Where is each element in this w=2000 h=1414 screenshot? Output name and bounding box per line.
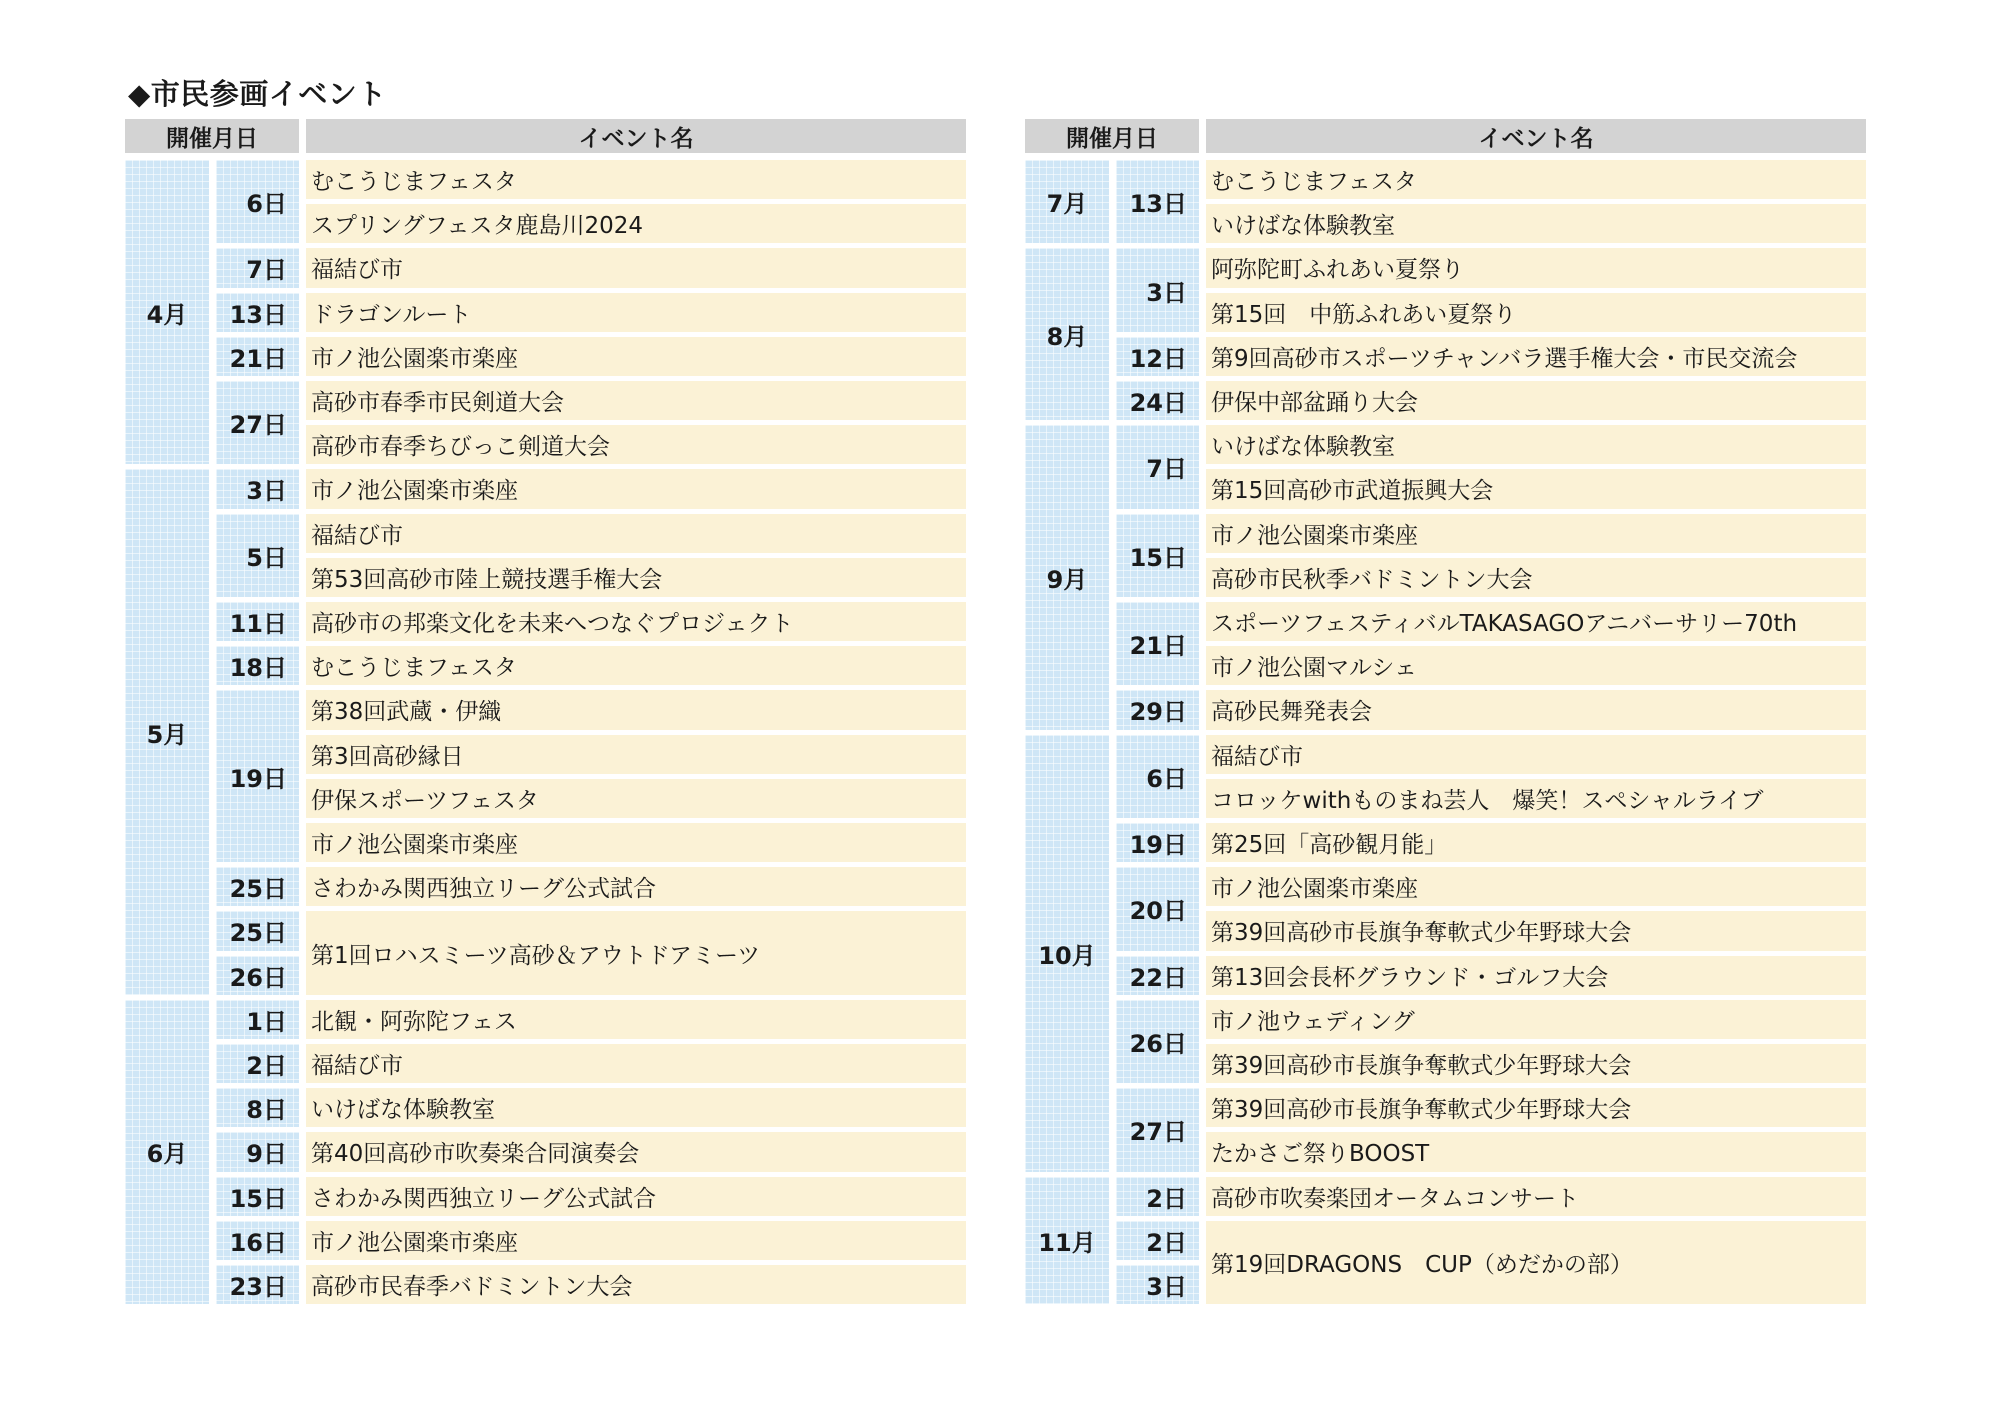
day-cell: 26日 (1116, 1000, 1199, 1083)
day-cell: 7日 (1116, 425, 1199, 508)
day-cell: 6日 (216, 160, 299, 243)
day-cell: 20日 (1116, 867, 1199, 950)
event-cell: 高砂市の邦楽文化を未来へつなぐプロジェクト (306, 602, 966, 641)
day-cell: 18日 (216, 646, 299, 685)
day-cell: 9日 (216, 1132, 299, 1171)
day-cell: 1日 (216, 1000, 299, 1039)
event-cell: 第13回会長杯グラウンド・ゴルフ大会 (1206, 956, 1866, 995)
event-cell: 福結び市 (306, 1044, 966, 1083)
event-cell: 伊保スポーツフェスタ (306, 779, 966, 818)
day-cell: 29日 (1116, 690, 1199, 729)
event-cell: たかさご祭りBOOST (1206, 1132, 1866, 1171)
event-cell: ドラゴンルート (306, 293, 966, 332)
event-cell: 第19回DRAGONS CUP（めだかの部） (1206, 1221, 1866, 1304)
day-cell: 21日 (1116, 602, 1199, 685)
event-cell: 福結び市 (306, 248, 966, 287)
event-cell: 市ノ池公園楽市楽座 (306, 1221, 966, 1260)
event-cell: 第15回 中筋ふれあい夏祭り (1206, 293, 1866, 332)
event-cell: 伊保中部盆踊り大会 (1206, 381, 1866, 420)
event-cell: 市ノ池公園楽市楽座 (306, 337, 966, 376)
day-cell: 12日 (1116, 337, 1199, 376)
day-cell: 2日 (216, 1044, 299, 1083)
month-cell: 11月 (1025, 1177, 1109, 1305)
day-cell: 6日 (1116, 735, 1199, 818)
day-cell: 19日 (1116, 823, 1199, 862)
page-title: ◆市民参画イベント (128, 77, 387, 111)
event-cell: 福結び市 (1206, 735, 1866, 774)
event-cell: 第9回高砂市スポーツチャンバラ選手権大会・市民交流会 (1206, 337, 1866, 376)
day-cell: 19日 (216, 690, 299, 862)
event-cell: 第39回高砂市長旗争奪軟式少年野球大会 (1206, 1088, 1866, 1127)
day-cell: 3日 (216, 469, 299, 508)
event-cell: 第39回高砂市長旗争奪軟式少年野球大会 (1206, 1044, 1866, 1083)
event-cell: 市ノ池公園楽市楽座 (306, 823, 966, 862)
event-cell: 福結び市 (306, 514, 966, 553)
event-cell: 第1回ロハスミーツ高砂＆アウトドアミーツ (306, 911, 966, 994)
day-cell: 26日 (216, 956, 299, 995)
event-cell: 高砂市春季ちびっこ剣道大会 (306, 425, 966, 464)
event-cell: 北観・阿弥陀フェス (306, 1000, 966, 1039)
day-cell: 13日 (216, 293, 299, 332)
event-cell: スポーツフェスティバルTAKASAGOアニバーサリー70th (1206, 602, 1866, 641)
event-cell: 高砂市春季市民剣道大会 (306, 381, 966, 420)
day-cell: 21日 (216, 337, 299, 376)
day-cell: 23日 (216, 1265, 299, 1304)
event-cell: 高砂民舞発表会 (1206, 690, 1866, 729)
day-cell: 27日 (216, 381, 299, 464)
event-cell: いけばな体験教室 (306, 1088, 966, 1127)
event-cell: 高砂市民春季バドミントン大会 (306, 1265, 966, 1304)
event-cell: むこうじまフェスタ (1206, 160, 1866, 199)
event-cell: 市ノ池公園楽市楽座 (1206, 867, 1866, 906)
event-cell: いけばな体験教室 (1206, 425, 1866, 464)
event-cell: 第39回高砂市長旗争奪軟式少年野球大会 (1206, 911, 1866, 950)
date-column-header: 開催月日 (1025, 119, 1199, 153)
day-cell: 16日 (216, 1221, 299, 1260)
day-cell: 2日 (1116, 1221, 1199, 1260)
month-cell: 10月 (1025, 735, 1109, 1172)
month-cell: 9月 (1025, 425, 1109, 729)
event-cell: 高砂市吹奏楽団オータムコンサート (1206, 1177, 1866, 1216)
month-cell: 4月 (125, 160, 209, 464)
month-cell: 5月 (125, 469, 209, 994)
event-cell: コロッケwithものまね芸人 爆笑！スペシャルライブ (1206, 779, 1866, 818)
event-cell: むこうじまフェスタ (306, 646, 966, 685)
day-cell: 3日 (1116, 1265, 1199, 1304)
date-column-header: 開催月日 (125, 119, 299, 153)
event-cell: いけばな体験教室 (1206, 204, 1866, 243)
month-cell: 8月 (1025, 248, 1109, 420)
event-cell: さわかみ関西独立リーグ公式試合 (306, 867, 966, 906)
day-cell: 25日 (216, 867, 299, 906)
day-cell: 27日 (1116, 1088, 1199, 1171)
day-cell: 24日 (1116, 381, 1199, 420)
event-cell: さわかみ関西独立リーグ公式試合 (306, 1177, 966, 1216)
day-cell: 11日 (216, 602, 299, 641)
day-cell: 13日 (1116, 160, 1199, 243)
day-cell: 3日 (1116, 248, 1199, 331)
event-cell: 第53回高砂市陸上競技選手権大会 (306, 558, 966, 597)
event-cell: 市ノ池公園楽市楽座 (1206, 514, 1866, 553)
event-cell: 第3回高砂縁日 (306, 735, 966, 774)
event-cell: 市ノ池公園楽市楽座 (306, 469, 966, 508)
day-cell: 5日 (216, 514, 299, 597)
day-cell: 25日 (216, 911, 299, 950)
day-cell: 15日 (1116, 514, 1199, 597)
event-cell: 市ノ池公園マルシェ (1206, 646, 1866, 685)
day-cell: 2日 (1116, 1177, 1199, 1216)
event-cell: 市ノ池ウェディング (1206, 1000, 1866, 1039)
day-cell: 8日 (216, 1088, 299, 1127)
day-cell: 7日 (216, 248, 299, 287)
event-cell: 第40回高砂市吹奏楽合同演奏会 (306, 1132, 966, 1171)
day-cell: 15日 (216, 1177, 299, 1216)
event-cell: むこうじまフェスタ (306, 160, 966, 199)
month-cell: 6月 (125, 1000, 209, 1304)
event-cell: 阿弥陀町ふれあい夏祭り (1206, 248, 1866, 287)
event-cell: 第15回高砂市武道振興大会 (1206, 469, 1866, 508)
event-name-column-header: イベント名 (306, 119, 966, 153)
event-cell: 第38回武蔵・伊織 (306, 690, 966, 729)
event-cell: 第25回「高砂観月能」 (1206, 823, 1866, 862)
month-cell: 7月 (1025, 160, 1109, 243)
event-name-column-header: イベント名 (1206, 119, 1866, 153)
event-cell: スプリングフェスタ鹿島川2024 (306, 204, 966, 243)
day-cell: 22日 (1116, 956, 1199, 995)
event-cell: 高砂市民秋季バドミントン大会 (1206, 558, 1866, 597)
